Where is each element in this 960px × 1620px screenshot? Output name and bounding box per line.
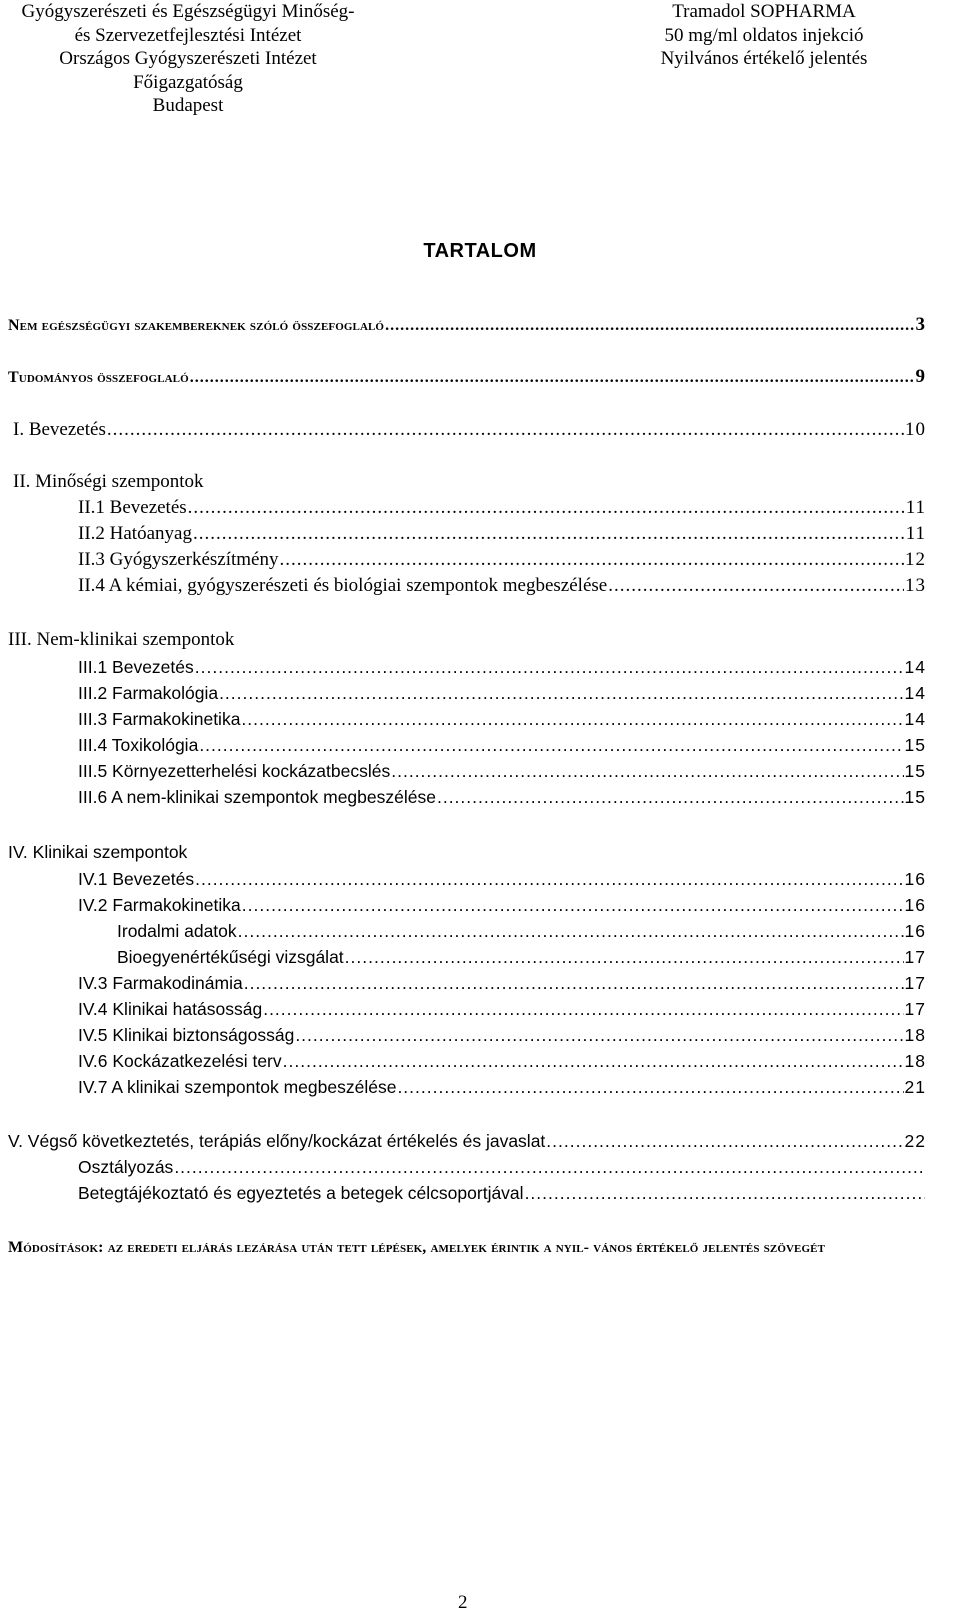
toc-entry-page: 21 <box>904 1077 926 1097</box>
toc-entry-modositasok[interactable] <box>8 1234 933 1261</box>
toc-entry-page: 17 <box>904 947 926 967</box>
toc-section-heading-minosegi: II. Minőségi szempontok <box>13 471 204 492</box>
toc-entry-label: V. Végső következtetés, terápiás előny/kockázat értékelés és javaslat <box>8 1131 546 1151</box>
toc-leader-dots <box>193 521 905 547</box>
toc-entry-klinikai-biztonsagossag[interactable] <box>78 1022 926 1048</box>
toc-entry-irodalmi-adatok[interactable] <box>117 918 926 944</box>
toc-entry-page: 15 <box>904 787 926 807</box>
header-left-line: Budapest <box>152 95 224 116</box>
modositasok-text: az eredeti eljárás lezárása után tett lépések, amelyek érintik a nyil- vános értékelő jelentés szövegét <box>103 1239 825 1256</box>
toc-entry-page: 17 <box>904 973 926 993</box>
toc-entry-kockazatkezelesi-terv[interactable] <box>78 1048 926 1074</box>
toc-entry-farmakologia[interactable] <box>78 680 926 706</box>
toc-entry-label: Osztályozás <box>78 1157 174 1177</box>
toc-entry-minosegi-bevezetes[interactable] <box>78 495 926 521</box>
toc-leader-dots <box>391 758 903 784</box>
toc-section-heading-nemklinikai: III. Nem-klinikai szempontok <box>8 629 235 650</box>
toc-leader-dots <box>199 732 903 758</box>
toc-entry-klinikai-hatasossag[interactable] <box>78 996 926 1022</box>
toc-entry-bevezetes[interactable] <box>13 417 926 443</box>
header-left-block <box>0 0 376 118</box>
toc-leader-dots <box>546 1128 903 1154</box>
toc-entry-label: III.1 Bevezetés <box>78 657 194 677</box>
toc-entry-label: IV.5 Klinikai biztonságosság <box>78 1025 295 1045</box>
toc-entry-page: 16 <box>904 921 926 941</box>
header-right-block <box>640 0 888 71</box>
page-number: 2 <box>458 1592 468 1613</box>
toc-entry-tudomanyos[interactable] <box>8 364 926 390</box>
toc-entry-page: 16 <box>904 869 926 889</box>
toc-entry-label: Nem egészségügyi szakembereknek szóló összefoglaló <box>8 317 385 334</box>
toc-entry-bioegyenertekusegi[interactable] <box>117 944 926 970</box>
toc-entry-label: Tudományos összefoglaló <box>8 369 189 386</box>
toc-leader-dots <box>190 365 915 390</box>
header-right-line: Nyilvános értékelő jelentés <box>660 48 868 69</box>
toc-leader-dots <box>107 417 904 443</box>
toc-leader-dots <box>195 866 903 892</box>
toc-leader-dots <box>608 573 904 599</box>
toc-entry-label: IV.3 Farmakodinámia <box>78 973 243 993</box>
toc-leader-dots <box>345 944 904 970</box>
toc-entry-nemklinikai-megbeszeles[interactable] <box>78 784 926 810</box>
header-left-line: Gyógyszerészeti és Egészségügyi Minőség- <box>21 1 355 22</box>
toc-section-heading-klinikai: IV. Klinikai szempontok <box>8 842 188 862</box>
toc-leader-dots <box>263 996 903 1022</box>
toc-leader-dots <box>219 680 903 706</box>
toc-entry-klinikai-bevezetes[interactable] <box>78 866 926 892</box>
toc-leader-dots <box>238 918 904 944</box>
toc-entry-page: 14 <box>904 683 926 703</box>
header-left-line: Országos Gyógyszerészeti Intézet <box>59 48 317 69</box>
toc-leader-dots <box>295 1022 903 1048</box>
toc-leader-dots <box>385 313 914 338</box>
toc-entry-page: 9 <box>915 366 926 387</box>
toc-entry-page: 15 <box>904 735 926 755</box>
toc-entry-label: III.6 A nem-klinikai szempontok megbeszélése <box>78 787 436 807</box>
toc-entry-label: II.3 Gyógyszerkészítmény <box>78 549 279 570</box>
toc-leader-dots <box>525 1180 925 1206</box>
toc-entry-nemklinikai-bevezetes[interactable] <box>78 654 926 680</box>
toc-entry-page: 12 <box>905 549 926 570</box>
toc-entry-page: 18 <box>904 1051 926 1071</box>
modositasok-lead: Módosítások: <box>8 1239 104 1256</box>
toc-entry-page: 14 <box>904 657 926 677</box>
toc-entry-gyogyszerkeszitmeny[interactable] <box>78 547 926 573</box>
toc-entry-label: Bioegyenértékűségi vizsgálat <box>117 947 344 967</box>
toc-entry-page: 13 <box>905 575 926 596</box>
toc-entry-label: III.3 Farmakokinetika <box>78 709 241 729</box>
toc-entry-label: II.2 Hatóanyag <box>78 523 192 544</box>
toc-entry-label: IV.6 Kockázatkezelési terv <box>78 1051 282 1071</box>
toc-entry-klinikai-farmakokinetika[interactable] <box>78 892 926 918</box>
toc-entry-label: IV.2 Farmakokinetika <box>78 895 241 915</box>
header-right-line: Tramadol SOPHARMA <box>672 1 856 22</box>
toc-leader-dots <box>244 970 904 996</box>
toc-leader-dots <box>280 547 905 573</box>
toc-entry-label: II.1 Bevezetés <box>78 497 187 518</box>
toc-leader-dots <box>283 1048 904 1074</box>
toc-entry-label: Betegtájékoztató és egyeztetés a betegek célcsoportjával <box>78 1183 524 1203</box>
toc-entry-farmakodinamia[interactable] <box>78 970 926 996</box>
toc-entry-label: IV.7 A klinikai szempontok megbeszélése <box>78 1077 397 1097</box>
toc-entry-label: III.4 Toxikológia <box>78 735 199 755</box>
toc-entry-klinikai-megbeszeles[interactable] <box>78 1074 926 1100</box>
toc-leader-dots <box>397 1074 903 1100</box>
toc-entry-label: Irodalmi adatok <box>117 921 237 941</box>
toc-entry-page: 15 <box>904 761 926 781</box>
toc-entry-page: 16 <box>904 895 926 915</box>
toc-entry-label: I. Bevezetés <box>13 419 106 440</box>
toc-entry-page: 18 <box>904 1025 926 1045</box>
toc-entry-page: 11 <box>905 523 926 544</box>
toc-entry-page: 3 <box>915 314 926 335</box>
toc-entry-page: 14 <box>904 709 926 729</box>
toc-entry-page: 22 <box>904 1131 926 1151</box>
header-left-line: Főigazgatóság <box>133 71 243 93</box>
toc-entry-page: 17 <box>904 999 926 1019</box>
toc-entry-page: 11 <box>905 497 926 518</box>
toc-entry-label: IV.1 Bevezetés <box>78 869 195 889</box>
toc-leader-dots <box>242 892 904 918</box>
header-right-line: 50 mg/ml oldatos injekció <box>664 24 864 46</box>
toc-entry-betegtajekoztato[interactable] <box>78 1180 926 1206</box>
toc-leader-dots <box>241 706 903 732</box>
toc-entry-label: III.5 Környezetterhelési kockázatbecslés <box>78 761 391 781</box>
toc-entry-osztalyozas[interactable] <box>78 1154 926 1180</box>
toc-entry-label: IV.4 Klinikai hatásosság <box>78 999 263 1019</box>
toc-leader-dots <box>437 784 904 810</box>
toc-entry-page: 10 <box>905 419 926 440</box>
toc-entry-kornyezetterhelesi[interactable] <box>78 758 926 784</box>
toc-entry-label: III.2 Farmakológia <box>78 683 219 703</box>
toc-entry-nemklinikai-farmakokinetika[interactable] <box>78 706 926 732</box>
toc-entry-label: II.4 A kémiai, gyógyszerészeti és biológiai szempontok megbeszélése <box>78 575 608 596</box>
toc-entry-hatoanyag[interactable] <box>78 521 926 547</box>
toc-leader-dots <box>188 495 905 521</box>
toc-entry-kemiai-megbeszeles[interactable] <box>78 573 926 599</box>
header-left-line: és Szervezetfejlesztési Intézet <box>74 24 302 46</box>
page-title: TARTALOM <box>423 240 537 262</box>
toc-leader-dots <box>174 1154 925 1180</box>
toc-entry-vegso-kovetkeztetes[interactable] <box>8 1128 926 1154</box>
toc-entry-toxikologia[interactable] <box>78 732 926 758</box>
toc-leader-dots <box>195 654 904 680</box>
toc-entry-nem-egeszsegugyi[interactable] <box>8 312 926 338</box>
